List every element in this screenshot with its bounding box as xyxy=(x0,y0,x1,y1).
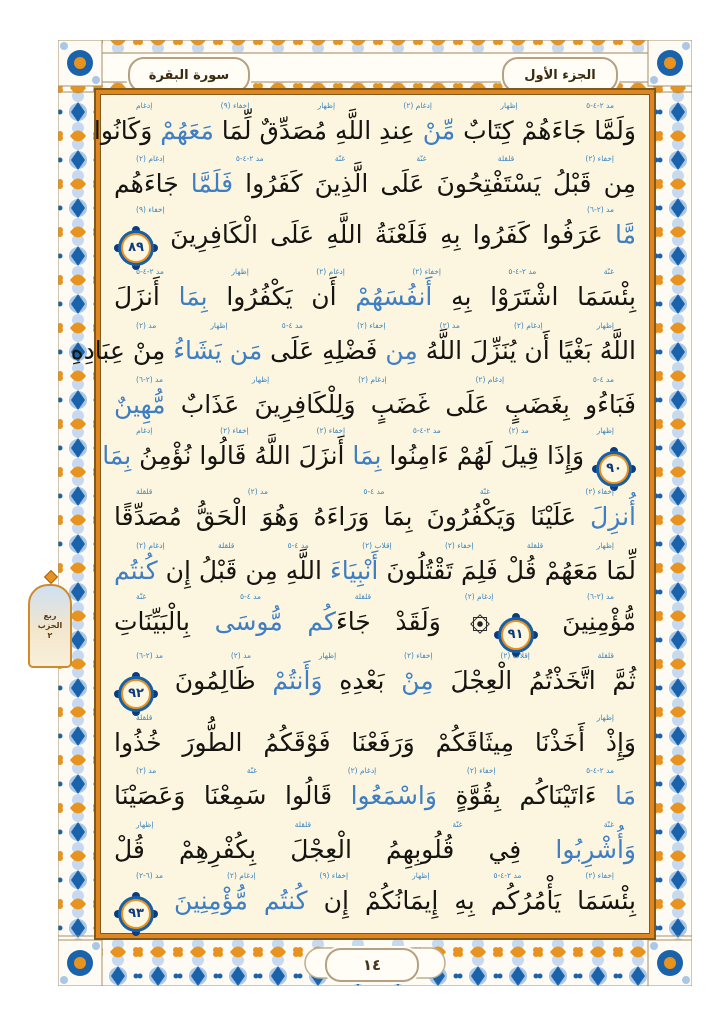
text-segment: فِي قُلُوبِهِمُ الْعِجْلَ بِكُفْرِهِمْ قُلْ xyxy=(114,835,522,865)
quran-line xyxy=(114,371,636,425)
text-segment: كُنتُم xyxy=(247,886,308,916)
tajweed-annotations-row xyxy=(114,765,636,776)
tajweed-mark-label: مد ٤-٥ xyxy=(239,591,262,601)
tajweed-mark-label: إخفاء (٢) xyxy=(585,154,614,164)
tajweed-annotations-row xyxy=(114,153,636,164)
text-segment: عِندِ اللَّهِ مُصَدِّقٌ لِّمَا xyxy=(213,115,415,145)
tajweed-annotations-row xyxy=(114,266,636,277)
tajweed-mark-label: قلقلة xyxy=(294,820,312,830)
quran-line xyxy=(114,763,636,817)
tajweed-annotations-row xyxy=(114,540,636,551)
tajweed-mark-label: إخفاء (٢) xyxy=(220,425,249,435)
tajweed-mark-label: إظهار xyxy=(210,320,228,330)
tajweed-annotations-row xyxy=(114,204,636,215)
text-segment: أَنزَلَ اللَّهُ قَالُوا نُؤْمِنُ xyxy=(131,440,345,470)
tajweed-mark-label: غنّة xyxy=(479,487,491,497)
text-segment: وَإِذَا قِيلَ لَهُمْ ءَامِنُوا xyxy=(381,440,592,470)
tajweed-mark-label: إخفاء (٢) xyxy=(585,487,614,497)
juz-name-label: الجزء الأول xyxy=(524,67,596,83)
tajweed-mark-label: إدغام (٢) xyxy=(358,374,387,384)
tajweed-mark-label: مد ٢-٤-٥ xyxy=(508,267,537,277)
tajweed-mark-label: مد (٢) xyxy=(247,487,268,497)
ayah-text xyxy=(114,164,636,204)
tajweed-mark-label: مد (٢) xyxy=(136,320,157,330)
tajweed-annotations-row xyxy=(114,712,636,723)
quran-line xyxy=(114,816,636,870)
verse-number-medallion: ٩٢ xyxy=(121,679,151,709)
tajweed-annotations-row xyxy=(114,486,636,497)
quran-line xyxy=(102,425,636,484)
rub-marker-line1: ربع xyxy=(43,611,57,620)
tajweed-mark-label: غنّة xyxy=(603,267,614,277)
tajweed-mark-label: قلقلة xyxy=(354,591,372,601)
tajweed-mark-label: غنّة xyxy=(334,154,346,164)
text-segment: وَاسْمَعُوا xyxy=(332,781,437,811)
tajweed-mark-label: إدغام (٢) xyxy=(136,540,165,550)
tajweed-mark-label: إخفاء (٢) xyxy=(404,650,433,660)
tajweed-annotations-row xyxy=(114,591,636,602)
text-segment: وَكَانُوا xyxy=(93,115,153,145)
quran-line xyxy=(93,97,636,151)
tajweed-mark-label: إظهار xyxy=(500,100,518,110)
text-segment: أَنزَلَ xyxy=(114,282,160,312)
text-segment: جَاءَهُم xyxy=(114,169,179,199)
tajweed-mark-label: إخفاء (٢) xyxy=(412,267,441,277)
tajweed-mark-label: إظهار xyxy=(251,374,270,384)
tajweed-mark-label: غنّة xyxy=(416,154,427,164)
tajweed-mark-label: مد ٤-٥ xyxy=(592,374,614,384)
text-segment: فَلَمَّا xyxy=(178,169,234,199)
tajweed-mark-label: مد (٢-٦) xyxy=(136,650,164,660)
tajweed-mark-label: مد (٢) xyxy=(439,320,460,330)
tajweed-mark-label: مد ٢-٤-٥ xyxy=(586,766,614,776)
text-segment: قَالُوا سَمِعْنَا وَعَصَيْنَا xyxy=(114,781,333,811)
rub-marker-line2: الحزب xyxy=(37,621,63,630)
tajweed-mark-label: إظهار xyxy=(596,540,614,550)
ayah-text xyxy=(114,602,636,650)
quran-line xyxy=(114,709,636,763)
tajweed-mark-label: غنّة xyxy=(603,820,614,830)
tajweed-annotations-row xyxy=(114,374,636,385)
rub-al-hizb-margin-marker xyxy=(28,584,72,668)
tajweed-mark-label: مد (٢) xyxy=(136,766,157,776)
tajweed-mark-label: مد (٢-٦) xyxy=(587,591,614,601)
text-segment: مَعَهُمْ xyxy=(152,115,214,145)
tajweed-mark-label: إخفاء (٢) xyxy=(444,540,474,550)
text-segment: كُم xyxy=(282,606,336,636)
tajweed-mark-label: إخفاء (٢) xyxy=(585,871,614,881)
verse-number-medallion: ٩٠ xyxy=(599,454,629,484)
ayah-text xyxy=(93,111,636,151)
quran-text-area xyxy=(70,94,650,934)
quran-line xyxy=(114,484,636,538)
quran-line xyxy=(114,591,636,650)
tajweed-mark-label: مد ٤-٥ xyxy=(363,487,385,497)
text-segment: أَن يَكْفُرُوا xyxy=(207,282,337,312)
ayah-text xyxy=(114,385,636,425)
ayah-text xyxy=(114,277,636,317)
tajweed-mark-label: قلقلة xyxy=(497,154,515,164)
text-segment: أُنزِلَ xyxy=(576,502,636,532)
tajweed-mark-label: إظهار xyxy=(317,100,336,110)
text-segment: وَأَنتُمْ xyxy=(255,665,323,695)
tajweed-annotations-row xyxy=(114,320,636,331)
tajweed-annotations-row xyxy=(114,425,636,436)
tajweed-mark-label: مد (٢-٦) xyxy=(587,205,614,215)
text-segment: عَرَفُوا كَفَرُوا بِهِ فَلَعْنَةُ اللَّهِ عَلَى الْكَافِرِينَ xyxy=(158,220,603,250)
tajweed-mark-label: مد (٢) xyxy=(508,425,529,435)
tajweed-mark-label: إدغام (٢) xyxy=(513,320,543,330)
tajweed-mark-label: إخفاء (٢) xyxy=(356,320,386,330)
text-segment: مُّوسَى xyxy=(189,606,283,636)
page-number-cartouche xyxy=(325,948,419,982)
text-segment: اللَّهُ بَغْيًا أَن يُنَزِّلَ اللَّهُ xyxy=(417,335,636,365)
tajweed-mark-label: إظهار xyxy=(596,320,614,330)
text-segment: وَأُشْرِبُوا xyxy=(521,835,636,865)
tajweed-mark-label: مد (٢-٦) xyxy=(136,374,164,384)
text-segment: فَضْلِهِ عَلَى xyxy=(262,335,378,365)
text-segment: أَنْبِيَاءَ xyxy=(321,555,379,585)
quran-line xyxy=(114,870,636,929)
quran-line xyxy=(114,263,636,317)
tajweed-mark-label: إدغام (٢) xyxy=(136,154,165,164)
tajweed-mark-label: إقلاب (٢) xyxy=(500,650,530,660)
ayah-text xyxy=(114,215,636,263)
text-segment: كُنتُم xyxy=(114,555,158,585)
tajweed-mark-label: إظهار xyxy=(318,650,337,660)
text-segment: مَا xyxy=(596,781,636,811)
tajweed-mark-label: قلقلة xyxy=(597,650,614,660)
text-segment: بَعْدِهِ xyxy=(322,665,385,695)
ayah-text xyxy=(114,661,636,709)
ayah-text xyxy=(114,497,636,537)
tajweed-mark-label: قلقلة xyxy=(217,540,235,550)
tajweed-mark-label: إدغام (٢) xyxy=(316,267,345,277)
tajweed-mark-label: مد ٢-٤-٥ xyxy=(493,871,522,881)
text-segment: ءَاتَيْنَاكُم بِقُوَّةٍ xyxy=(436,781,597,811)
tajweed-annotations-row xyxy=(114,870,636,881)
text-segment: مِنْ xyxy=(384,665,434,695)
page-number: ١٤ xyxy=(362,956,382,974)
ayah-text xyxy=(114,881,636,929)
text-segment: بِمَا xyxy=(102,440,132,470)
tajweed-mark-label: غنّة xyxy=(136,591,147,601)
text-segment: مِن قَبْلُ يَسْتَفْتِحُونَ عَلَى الَّذِينَ كَفَرُوا xyxy=(233,169,636,199)
rub-marker-line3: ٢ xyxy=(47,631,53,640)
verse-number-medallion: ٨٩ xyxy=(121,233,151,263)
text-segment: وَإِذْ أَخَذْنَا مِيثَاقَكُمْ وَرَفَعْنَا فَوْقَكُمُ الطُّورَ خُذُوا xyxy=(114,727,636,757)
tajweed-mark-label: غنّة xyxy=(452,820,463,830)
text-segment: بِئْسَمَا اشْتَرَوْا بِهِ xyxy=(432,282,637,312)
ayah-text xyxy=(114,723,636,763)
text-segment: بِمَا xyxy=(159,282,208,312)
tajweed-mark-label: إخفاء (٩) xyxy=(136,205,165,215)
tajweed-mark-label: إدغام (٢) xyxy=(347,766,377,776)
text-segment: وَلَمَّا جَاءَهُمْ كِتَابٌ xyxy=(455,115,636,145)
tajweed-mark-label: إظهار xyxy=(596,712,614,722)
tajweed-mark-label: إدغام (٢) xyxy=(464,591,494,601)
tajweed-mark-label: مد (٢) xyxy=(230,650,252,660)
ayah-text xyxy=(102,436,636,484)
quran-line xyxy=(114,151,636,205)
text-segment: ثُمَّ اتَّخَذْتُمُ الْعِجْلَ xyxy=(433,665,636,695)
tajweed-mark-label: مد ٢-٤-٥ xyxy=(586,100,614,110)
verse-number-medallion: ٩١ xyxy=(501,620,531,650)
tajweed-mark-label: إظهار xyxy=(412,871,430,881)
tajweed-mark-label: إقلاب (٢) xyxy=(362,540,392,550)
text-segment: ظَالِمُونَ xyxy=(158,665,256,695)
tajweed-mark-label: قلقلة xyxy=(526,540,544,550)
text-segment: فَبَاءُو بِغَضَبٍ عَلَى غَضَبٍ وَلِلْكَافِرِينَ عَذَابٌ xyxy=(165,389,636,419)
tajweed-mark-label: قلقلة xyxy=(136,712,153,722)
tajweed-mark-label: إخفاء (٢) xyxy=(316,425,346,435)
ayah-text xyxy=(114,830,636,870)
quran-line xyxy=(114,650,636,709)
ayah-text xyxy=(70,331,636,371)
quran-line xyxy=(114,537,636,591)
quran-lines xyxy=(70,97,637,929)
tajweed-annotations-row xyxy=(114,650,636,661)
tajweed-mark-label: قلقلة xyxy=(136,487,153,497)
surah-name-label: سورة البقرة xyxy=(148,67,230,83)
text-segment: مِّنْ xyxy=(414,115,456,145)
juz-name-cartouche xyxy=(502,57,618,93)
tajweed-mark-label: غنّة xyxy=(246,766,258,776)
tajweed-mark-label: مد ٤-٥ xyxy=(281,320,303,330)
tajweed-mark-label: إظهار xyxy=(596,425,614,435)
quran-line xyxy=(70,317,636,371)
tajweed-mark-label: مد ٢-٤-٥ xyxy=(136,267,164,277)
tajweed-mark-label: إدغام xyxy=(136,100,153,110)
text-segment: مَّا xyxy=(602,220,636,250)
tajweed-mark-label: إدغام (٢) xyxy=(403,100,432,110)
tajweed-mark-label: مد ٤-٥ xyxy=(287,540,309,550)
tajweed-mark-label: إظهار xyxy=(231,267,249,277)
text-segment: مِن xyxy=(377,335,418,365)
text-segment: لِّمَا مَعَهُمْ قُلْ فَلِمَ تَقْتُلُونَ xyxy=(378,555,637,585)
text-segment: اللَّهِ مِن قَبْلُ إِن xyxy=(157,555,322,585)
text-segment: مِنْ عِبَادِهِ xyxy=(70,335,166,365)
tajweed-mark-label: إظهار xyxy=(136,820,154,830)
tajweed-mark-label: إخفاء (٢) xyxy=(466,766,496,776)
text-segment: أَنفُسَهُمْ xyxy=(336,282,433,312)
quran-line xyxy=(114,204,636,263)
tajweed-mark-label: مد ٢-٤-٥ xyxy=(412,425,441,435)
text-segment: بِالْبَيِّنَاتِ xyxy=(114,606,190,636)
tajweed-annotations-row xyxy=(114,100,636,111)
text-segment: مُّؤْمِنِينَ xyxy=(537,606,636,636)
rub-el-hizb-icon xyxy=(471,615,489,633)
surah-name-cartouche xyxy=(128,57,250,93)
tajweed-mark-label: إخفاء (٩) xyxy=(319,871,349,881)
text-segment: بِئْسَمَا يَأْمُرُكُم بِهِ إِيمَانُكُمْ إِن xyxy=(307,886,637,916)
tajweed-mark-label: إدغام (٢) xyxy=(226,871,256,881)
text-segment: عَلَيْنَا وَيَكْفُرُونَ بِمَا وَرَاءَهُ وَهُوَ الْحَقُّ مُصَدِّقًا xyxy=(114,502,577,532)
text-segment: بِمَا xyxy=(344,440,382,470)
text-segment: وَلَقَدْ جَاءَ xyxy=(335,606,466,636)
tajweed-mark-label: إدغام xyxy=(136,425,153,435)
tajweed-mark-label: إخفاء (٩) xyxy=(220,100,250,110)
tajweed-mark-label: مد ٢-٤-٥ xyxy=(235,154,264,164)
tajweed-mark-label: إدغام (٢) xyxy=(475,374,505,384)
ayah-text xyxy=(114,776,636,816)
ayah-text xyxy=(114,551,636,591)
tajweed-mark-label: مد (٦-٢) xyxy=(136,871,163,881)
verse-number-medallion: ٩٣ xyxy=(121,899,151,929)
text-segment: مَن يَشَاءُ xyxy=(165,335,263,365)
text-segment: مُّهِينٌ xyxy=(114,389,166,419)
tajweed-annotations-row xyxy=(114,819,636,830)
text-segment: مُّؤْمِنِينَ xyxy=(158,886,248,916)
